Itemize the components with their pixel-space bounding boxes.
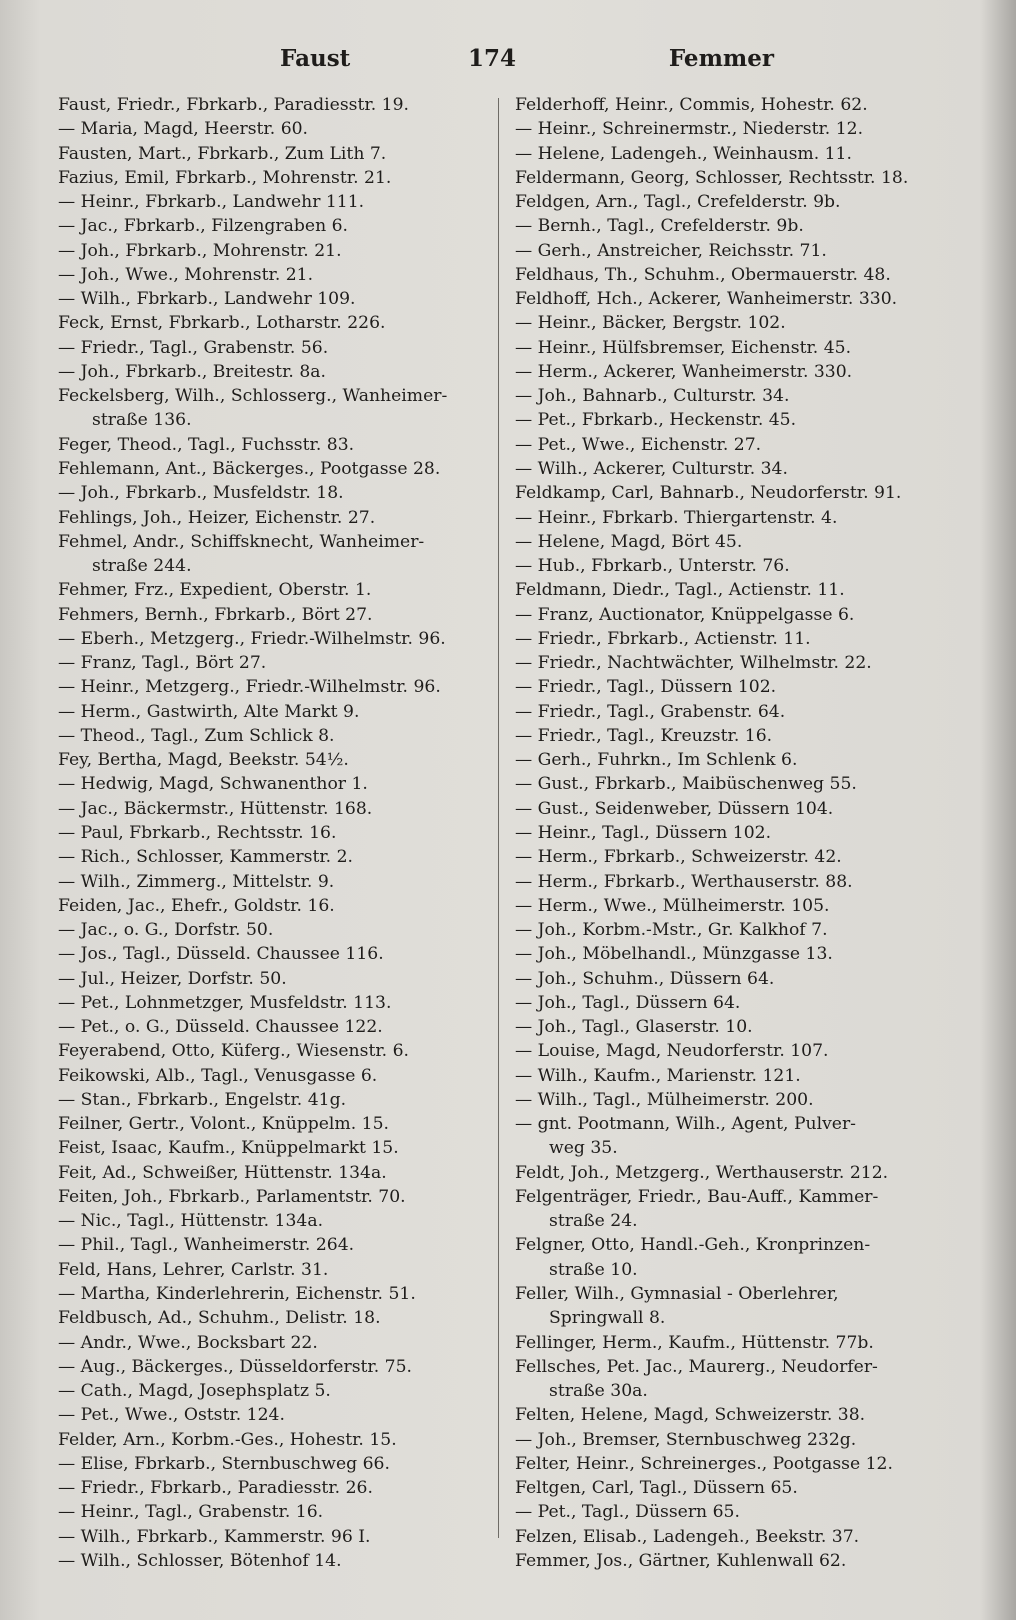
directory-entry: — Wilh., Fbrkarb., Kammerstr. 96 I. bbox=[58, 1526, 371, 1547]
directory-entry-continuation: straße 136. bbox=[92, 410, 192, 431]
directory-entry: — Pet., Lohnmetzger, Musfeldstr. 113. bbox=[58, 992, 392, 1013]
left-column bbox=[58, 93, 488, 1573]
directory-entry: — Heinr., Fbrkarb., Landwehr 111. bbox=[58, 192, 365, 213]
directory-entry: — Paul, Fbrkarb., Rechtsstr. 16. bbox=[58, 822, 337, 843]
directory-entry: — Wilh., Schlosser, Bötenhof 14. bbox=[58, 1550, 342, 1571]
directory-entry: Felder, Arn., Korbm.-Ges., Hohestr. 15. bbox=[58, 1429, 397, 1450]
directory-entry: Fazius, Emil, Fbrkarb., Mohrenstr. 21. bbox=[58, 167, 392, 188]
directory-entry: — Heinr., Fbrkarb. Thiergartenstr. 4. bbox=[515, 507, 838, 528]
directory-entry: — Martha, Kinderlehrerin, Eichenstr. 51. bbox=[58, 1284, 416, 1305]
directory-entry: — Phil., Tagl., Wanheimerstr. 264. bbox=[58, 1235, 355, 1256]
directory-entry: — Jac., Bäckermstr., Hüttenstr. 168. bbox=[58, 798, 373, 819]
directory-entry: — Pet., Tagl., Düssern 65. bbox=[515, 1502, 740, 1523]
directory-entry: — Helene, Ladengeh., Weinhausm. 11. bbox=[515, 143, 852, 164]
directory-entry: — Pet., Fbrkarb., Heckenstr. 45. bbox=[515, 410, 797, 431]
directory-entry: — Franz, Tagl., Bört 27. bbox=[58, 653, 267, 674]
directory-entry: — Cath., Magd, Josephsplatz 5. bbox=[58, 1381, 331, 1402]
directory-entry-continuation: straße 30a. bbox=[549, 1381, 648, 1402]
directory-entry: Fehmer, Frz., Expedient, Oberstr. 1. bbox=[58, 580, 372, 601]
directory-entry: — Friedr., Tagl., Grabenstr. 56. bbox=[58, 337, 329, 358]
directory-entry: — Joh., Fbrkarb., Breitestr. 8a. bbox=[58, 361, 326, 382]
directory-entry: Felzen, Elisab., Ladengeh., Beekstr. 37. bbox=[515, 1526, 860, 1547]
directory-entry: — Hedwig, Magd, Schwanenthor 1. bbox=[58, 774, 368, 795]
directory-entry: — Herm., Ackerer, Wanheimerstr. 330. bbox=[515, 361, 853, 382]
directory-entry: — Stan., Fbrkarb., Engelstr. 41g. bbox=[58, 1089, 347, 1110]
directory-entry: Feikowski, Alb., Tagl., Venusgasse 6. bbox=[58, 1065, 378, 1086]
directory-entry: Feiten, Joh., Fbrkarb., Parlamentstr. 70. bbox=[58, 1186, 406, 1207]
directory-entry: — Pet., o. G., Düsseld. Chaussee 122. bbox=[58, 1017, 383, 1038]
directory-entry: — Nic., Tagl., Hüttenstr. 134a. bbox=[58, 1211, 324, 1232]
directory-entry: Feit, Ad., Schweißer, Hüttenstr. 134a. bbox=[58, 1162, 387, 1183]
directory-entry: — Gerh., Anstreicher, Reichsstr. 71. bbox=[515, 240, 827, 261]
directory-entry: — Friedr., Fbrkarb., Paradiesstr. 26. bbox=[58, 1478, 373, 1499]
directory-entry: Feller, Wilh., Gymnasial - Oberlehrer, bbox=[515, 1284, 839, 1305]
directory-entry: Feilner, Gertr., Volont., Knüppelm. 15. bbox=[58, 1114, 389, 1135]
directory-entry: Feist, Isaac, Kaufm., Knüppelmarkt 15. bbox=[58, 1138, 399, 1159]
directory-entry: — Maria, Magd, Heerstr. 60. bbox=[58, 119, 309, 140]
directory-entry-continuation: Springwall 8. bbox=[549, 1308, 666, 1329]
directory-entry: — Heinr., Tagl., Düssern 102. bbox=[515, 822, 772, 843]
directory-entry: — Joh., Wwe., Mohrenstr. 21. bbox=[58, 264, 314, 285]
directory-entry: — Joh., Korbm.-Mstr., Gr. Kalkhof 7. bbox=[515, 920, 828, 941]
directory-entry: Felgenträger, Friedr., Bau-Auff., Kammer- bbox=[515, 1186, 879, 1207]
directory-entry: — Pet., Wwe., Oststr. 124. bbox=[58, 1405, 285, 1426]
directory-entry: Fellsches, Pet. Jac., Maurerg., Neudorfer- bbox=[515, 1356, 878, 1377]
directory-entry: Femmer, Jos., Gärtner, Kuhlenwall 62. bbox=[515, 1550, 847, 1571]
directory-entry: — Friedr., Tagl., Düssern 102. bbox=[515, 677, 777, 698]
directory-entry: Feld, Hans, Lehrer, Carlstr. 31. bbox=[58, 1259, 329, 1280]
directory-entry: Feger, Theod., Tagl., Fuchsstr. 83. bbox=[58, 434, 355, 455]
directory-entry: — Joh., Möbelhandl., Münzgasse 13. bbox=[515, 944, 833, 965]
directory-entry: — Joh., Tagl., Glaserstr. 10. bbox=[515, 1017, 753, 1038]
directory-entry: Fehlemann, Ant., Bäckerges., Pootgasse 28. bbox=[58, 458, 441, 479]
directory-entry: Feldgen, Arn., Tagl., Crefelderstr. 9b. bbox=[515, 192, 841, 213]
directory-entry: Feltgen, Carl, Tagl., Düssern 65. bbox=[515, 1478, 798, 1499]
directory-entry: — Herm., Wwe., Mülheimerstr. 105. bbox=[515, 895, 830, 916]
directory-entry: — Gerh., Fuhrkn., Im Schlenk 6. bbox=[515, 750, 798, 771]
column-divider bbox=[498, 98, 499, 1538]
directory-entry: — Herm., Fbrkarb., Schweizerstr. 42. bbox=[515, 847, 842, 868]
directory-entry: Feldhoff, Hch., Ackerer, Wanheimerstr. 330. bbox=[515, 289, 898, 310]
directory-entry: Felten, Helene, Magd, Schweizerstr. 38. bbox=[515, 1405, 866, 1426]
directory-entry: Feldmann, Diedr., Tagl., Actienstr. 11. bbox=[515, 580, 845, 601]
directory-entry: — gnt. Pootmann, Wilh., Agent, Pulver- bbox=[515, 1114, 856, 1135]
directory-entry: — Wilh., Fbrkarb., Landwehr 109. bbox=[58, 289, 356, 310]
directory-entry: — Joh., Bremser, Sternbuschweg 232g. bbox=[515, 1429, 857, 1450]
directory-entry: — Franz, Auctionator, Knüppelgasse 6. bbox=[515, 604, 855, 625]
directory-entry: — Theod., Tagl., Zum Schlick 8. bbox=[58, 725, 335, 746]
page-header bbox=[58, 45, 958, 85]
directory-entry: — Joh., Bahnarb., Culturstr. 34. bbox=[515, 386, 790, 407]
directory-entry: Faust, Friedr., Fbrkarb., Paradiesstr. 19. bbox=[58, 95, 409, 115]
directory-entry: — Jos., Tagl., Düsseld. Chaussee 116. bbox=[58, 944, 384, 965]
directory-entry: Feiden, Jac., Ehefr., Goldstr. 16. bbox=[58, 895, 335, 916]
directory-entry: Fehlings, Joh., Heizer, Eichenstr. 27. bbox=[58, 507, 376, 528]
directory-entry: Feldt, Joh., Metzgerg., Werthauserstr. 212. bbox=[515, 1162, 889, 1183]
right-column bbox=[515, 93, 955, 1573]
directory-entry: — Jac., Fbrkarb., Filzengraben 6. bbox=[58, 216, 349, 237]
directory-entry: — Heinr., Metzgerg., Friedr.-Wilhelmstr. 96. bbox=[58, 677, 441, 698]
directory-entry: — Rich., Schlosser, Kammerstr. 2. bbox=[58, 847, 354, 868]
directory-entry: — Heinr., Schreinermstr., Niederstr. 12. bbox=[515, 119, 864, 140]
directory-entry: — Andr., Wwe., Bocksbart 22. bbox=[58, 1332, 318, 1353]
directory-entry: Fehmers, Bernh., Fbrkarb., Bört 27. bbox=[58, 604, 373, 625]
directory-entry: — Gust., Seidenweber, Düssern 104. bbox=[515, 798, 834, 819]
directory-entry: — Wilh., Kaufm., Marienstr. 121. bbox=[515, 1065, 801, 1086]
directory-entry: — Wilh., Tagl., Mülheimerstr. 200. bbox=[515, 1089, 814, 1110]
directory-entry: — Herm., Gastwirth, Alte Markt 9. bbox=[58, 701, 360, 722]
directory-entry: Felgner, Otto, Handl.-Geh., Kronprinzen- bbox=[515, 1235, 871, 1256]
directory-entry: — Bernh., Tagl., Crefelderstr. 9b. bbox=[515, 216, 804, 237]
directory-entry: Feldhaus, Th., Schuhm., Obermauerstr. 48. bbox=[515, 264, 891, 285]
directory-entry-continuation: weg 35. bbox=[549, 1138, 618, 1159]
page-number: 174 bbox=[468, 45, 517, 72]
directory-entry: Feck, Ernst, Fbrkarb., Lotharstr. 226. bbox=[58, 313, 386, 334]
directory-entry: — Joh., Fbrkarb., Mohrenstr. 21. bbox=[58, 240, 342, 261]
directory-entry: — Heinr., Bäcker, Bergstr. 102. bbox=[515, 313, 786, 334]
directory-entry: — Hub., Fbrkarb., Unterstr. 76. bbox=[515, 556, 790, 577]
directory-entry: — Friedr., Fbrkarb., Actienstr. 11. bbox=[515, 628, 811, 649]
directory-entry: — Joh., Schuhm., Düssern 64. bbox=[515, 968, 775, 989]
directory-entry: Fausten, Mart., Fbrkarb., Zum Lith 7. bbox=[58, 143, 387, 164]
directory-entry: — Elise, Fbrkarb., Sternbuschweg 66. bbox=[58, 1453, 390, 1474]
directory-entry: Fehmel, Andr., Schiffsknecht, Wanheimer- bbox=[58, 531, 425, 552]
directory-entry: — Joh., Tagl., Düssern 64. bbox=[515, 992, 741, 1013]
directory-entry-continuation: straße 244. bbox=[92, 556, 192, 577]
directory-entry: — Pet., Wwe., Eichenstr. 27. bbox=[515, 434, 762, 455]
directory-entry: Felderhoff, Heinr., Commis, Hohestr. 62. bbox=[515, 95, 868, 115]
directory-entry: — Friedr., Nachtwächter, Wilhelmstr. 22. bbox=[515, 653, 872, 674]
directory-entry: — Louise, Magd, Neudorferstr. 107. bbox=[515, 1041, 829, 1062]
directory-entry-continuation: straße 10. bbox=[549, 1259, 638, 1280]
directory-entry: Feldbusch, Ad., Schuhm., Delistr. 18. bbox=[58, 1308, 381, 1329]
directory-entry: Fellinger, Herm., Kaufm., Hüttenstr. 77b. bbox=[515, 1332, 874, 1353]
directory-entry: — Aug., Bäckerges., Düsseldorferstr. 75. bbox=[58, 1356, 413, 1377]
directory-entry: Feldermann, Georg, Schlosser, Rechtsstr. 18. bbox=[515, 167, 909, 188]
directory-entry: — Friedr., Tagl., Kreuzstr. 16. bbox=[515, 725, 773, 746]
directory-entry: — Herm., Fbrkarb., Werthauserstr. 88. bbox=[515, 871, 853, 892]
directory-entry: Felter, Heinr., Schreinerges., Pootgasse 12. bbox=[515, 1453, 893, 1474]
directory-entry: — Friedr., Tagl., Grabenstr. 64. bbox=[515, 701, 786, 722]
directory-entry: — Heinr., Hülfsbremser, Eichenstr. 45. bbox=[515, 337, 852, 358]
directory-entry: — Gust., Fbrkarb., Maibüschenweg 55. bbox=[515, 774, 857, 795]
header-left-word: Faust bbox=[280, 45, 351, 72]
directory-entry: Feyerabend, Otto, Küferg., Wiesenstr. 6. bbox=[58, 1041, 409, 1062]
directory-entry: Fey, Bertha, Magd, Beekstr. 54½. bbox=[58, 750, 349, 771]
directory-entry: — Joh., Fbrkarb., Musfeldstr. 18. bbox=[58, 483, 344, 504]
directory-entry: — Jac., o. G., Dorfstr. 50. bbox=[58, 920, 274, 941]
directory-entry: — Jul., Heizer, Dorfstr. 50. bbox=[58, 968, 287, 989]
directory-entry: — Eberh., Metzgerg., Friedr.-Wilhelmstr. 96. bbox=[58, 628, 446, 649]
directory-entry: — Wilh., Ackerer, Culturstr. 34. bbox=[515, 458, 788, 479]
directory-entry-continuation: straße 24. bbox=[549, 1211, 638, 1232]
directory-entry: Feckelsberg, Wilh., Schlosserg., Wanheimer- bbox=[58, 386, 448, 407]
directory-entry: — Wilh., Zimmerg., Mittelstr. 9. bbox=[58, 871, 335, 892]
directory-entry: Feldkamp, Carl, Bahnarb., Neudorferstr. 91. bbox=[515, 483, 902, 504]
header-right-word: Femmer bbox=[668, 45, 774, 72]
directory-entry: — Helene, Magd, Bört 45. bbox=[515, 531, 743, 552]
directory-entry: — Heinr., Tagl., Grabenstr. 16. bbox=[58, 1502, 324, 1523]
